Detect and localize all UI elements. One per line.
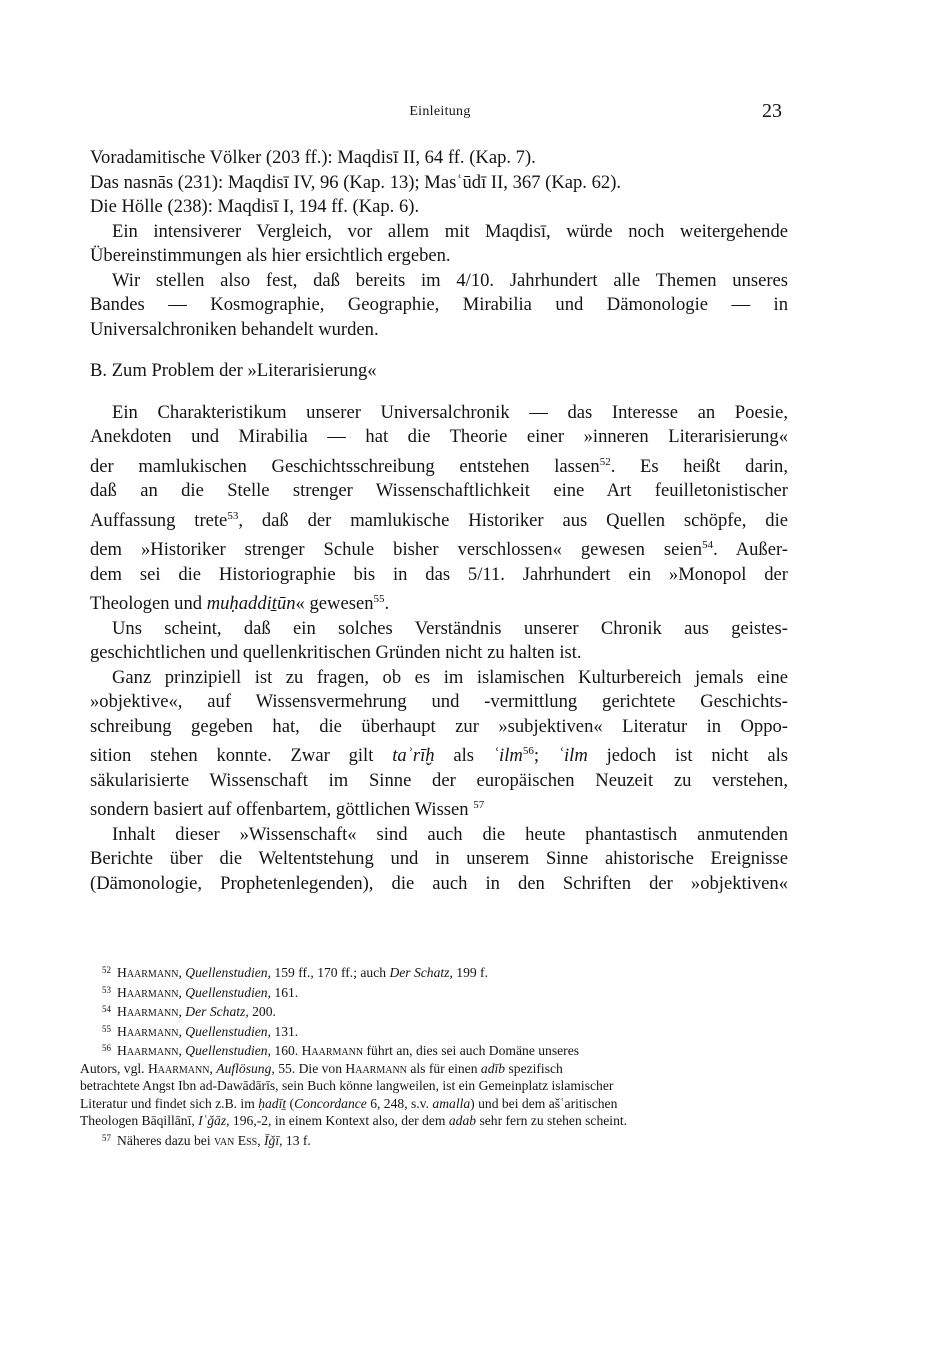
page-header	[90, 100, 790, 130]
author-name: Haarmann	[117, 1023, 179, 1039]
footnote-text: ,	[178, 1004, 186, 1019]
text-line: Übereinstimmungen als hier ersichtlich ergeben.	[90, 245, 451, 266]
text-run: , daß der mamlukische Historiker aus Quellen schöpfe, die	[238, 509, 788, 531]
footnote-text: ,	[178, 1043, 186, 1058]
footnote-number: 56	[102, 1043, 111, 1053]
author-name: Haarmann	[301, 1043, 364, 1058]
footnote-text: Literatur und findet sich z.B. im	[80, 1095, 259, 1111]
text-run: sition stehen konnte. Zwar gilt	[90, 745, 393, 766]
work-title: Der Schatz	[389, 965, 450, 980]
text-run: ;	[533, 745, 558, 766]
work-title: Quellenstudien	[185, 1023, 268, 1039]
author-name: van Ess	[214, 1132, 258, 1148]
work-title: Īǧī	[264, 1132, 280, 1148]
footnote-ref: 53	[227, 509, 239, 522]
footnote-53	[80, 982, 804, 1002]
text-line: Wir stellen also fest, daß bereits im 4/10. Jahrhundert alle Themen unseres	[112, 269, 788, 291]
work-title: Quellenstudien	[185, 984, 268, 1000]
text-run: dem »Historiker strenger Schule bisher verschlossen« gewesen seien	[90, 539, 703, 560]
author-name: Haarmann	[147, 1060, 210, 1076]
text-line: geschichtlichen und quellenkritischen Gründen nicht zu halten ist.	[90, 642, 582, 663]
footnote-text: ,	[209, 1060, 217, 1076]
footnote-text: ,	[178, 965, 186, 980]
text-line: daß an die Stelle strenger Wissenschaftlichkeit eine Art feuilletonistischer	[90, 480, 788, 501]
body-text	[90, 146, 788, 896]
term-italic: amalla	[432, 1095, 471, 1111]
text-run-italic: taʾrīḫ	[392, 745, 435, 766]
text-line: Anekdoten und Mirabilia — hat die Theorie einer »inneren Literarisierung«	[90, 426, 788, 447]
footnote-56	[80, 1040, 804, 1060]
footnote-text: Autors, vgl.	[80, 1060, 148, 1076]
footnote-number: 54	[102, 1004, 111, 1014]
footnotes	[80, 962, 804, 1149]
text-line: Die Hölle (238): Maqdisī I, 194 ff. (Kap. 6).	[90, 196, 420, 217]
author-name: Haarmann	[117, 984, 179, 1000]
text-line: schreibung gegeben hat, die überhaupt zur »subjektiven« Literatur in Oppo-	[90, 715, 788, 737]
footnote-54	[80, 1001, 804, 1021]
footnote-text: ) und bei dem ašʿaritischen	[470, 1095, 618, 1111]
text-run: Theologen und	[90, 593, 207, 614]
footnote-ref: 57	[473, 799, 485, 811]
work-title: Der Schatz	[185, 1004, 246, 1019]
work-title: Auflösung	[216, 1060, 272, 1076]
text-line: Inhalt dieser »Wissenschaft« sind auch die heute phantastisch anmutenden	[112, 823, 788, 845]
footnote-text: , 161.	[267, 984, 299, 1000]
text-run: Auffassung trete	[90, 509, 228, 531]
footnote-number: 57	[102, 1132, 111, 1143]
text-line: »objektive«, auf Wissensvermehrung und -vermittlung gerichtete Geschichts-	[90, 691, 788, 712]
work-title: Concordance	[294, 1095, 367, 1111]
text-run-italic: ʿilm	[492, 745, 523, 766]
footnote-ref: 56	[522, 745, 534, 757]
text-run-italic: ʿilm	[557, 745, 588, 766]
footnote-text: spezifisch	[505, 1060, 563, 1076]
author-name: Haarmann	[117, 965, 179, 980]
footnote-number: 55	[102, 1023, 111, 1034]
text-run: . Es heißt darin,	[610, 455, 788, 477]
footnote-text: ,	[178, 984, 186, 1000]
text-line	[90, 739, 788, 769]
work-title: Quellenstudien	[185, 1043, 268, 1058]
footnote-text: Theologen Bāqillānī,	[80, 1113, 199, 1128]
footnote-text: , 131.	[267, 1023, 299, 1039]
footnote-55	[80, 1021, 804, 1041]
page-number: 23	[762, 100, 782, 122]
footnote-text: führt an, dies sei auch Domäne unseres	[363, 1043, 580, 1058]
author-name: Haarmann	[117, 1004, 179, 1019]
footnote-text: , 160.	[267, 1043, 302, 1058]
text-line	[90, 533, 788, 563]
text-run: .	[384, 593, 390, 614]
text-line: Uns scheint, daß ein solches Verständnis unserer Chronik aus geistes-	[112, 617, 788, 639]
footnote-text: ,	[257, 1132, 264, 1148]
text-line: Voradamitische Völker (203 ff.): Maqdisī II, 64 ff. (Kap. 7).	[90, 147, 536, 168]
text-line: (Dämonologie, Prophetenlegenden), die auch in den Schriften der »objektiven«	[90, 872, 788, 894]
footnote-text: , 196,-2, in einem Kontext also, der dem	[226, 1113, 449, 1128]
footnote-text: ,	[178, 1023, 186, 1039]
footnote-56-cont	[80, 1112, 804, 1130]
footnote-text: als für einen	[406, 1060, 481, 1076]
text-line	[90, 587, 788, 617]
section-heading: B. Zum Problem der »Literarisierung«	[90, 360, 377, 381]
footnote-text: sehr fern zu stehen scheint.	[476, 1113, 628, 1128]
text-line: Berichte über die Weltentstehung und in unserem Sinne ahistorische Ereignisse	[90, 848, 788, 869]
text-run: jedoch ist nicht als	[587, 745, 788, 766]
text-line	[90, 450, 788, 480]
running-head: Einleitung	[409, 104, 471, 119]
footnote-56-cont	[80, 1060, 804, 1078]
text-run: sondern basiert auf offenbartem, göttlichen Wissen	[90, 799, 469, 820]
footnote-ref: 54	[702, 539, 714, 551]
text-line: Ein Charakteristikum unserer Universalchronik — das Interesse an Poesie,	[112, 401, 788, 423]
text-line	[90, 793, 788, 823]
footnote-number: 52	[102, 965, 111, 975]
term-italic: adab	[448, 1113, 477, 1128]
footnote-text: , 200.	[245, 1004, 276, 1019]
footnote-52	[80, 962, 804, 982]
text-line: Universalchroniken behandelt wurden.	[90, 318, 379, 340]
text-run: . Außer-	[713, 539, 788, 560]
text-line: Ein intensiverer Vergleich, vor allem mit Maqdisī, würde noch weitergehende	[112, 220, 788, 242]
author-name: Haarmann	[117, 1043, 179, 1058]
term-italic: ḥadīṯ	[258, 1095, 287, 1111]
footnote-ref: 55	[373, 593, 385, 605]
footnote-56-cont	[80, 1095, 804, 1113]
text-line: Bandes — Kosmographie, Geographie, Mirabilia und Dämonologie — in	[90, 294, 788, 315]
footnote-ref: 52	[599, 455, 611, 468]
text-run: als	[434, 745, 493, 766]
work-title: Quellenstudien	[185, 965, 268, 980]
footnote-number: 53	[102, 984, 111, 995]
text-run: der mamlukischen Geschichtsschreibung entstehen lassen	[90, 455, 600, 477]
term-italic: adīb	[480, 1060, 506, 1076]
footnote-text: 6, 248, s.v.	[366, 1095, 433, 1111]
work-title: Iʿǧāz	[198, 1113, 227, 1128]
footnote-56-cont: betrachtete Angst Ibn ad-Dawādārīs, sein Buch könne langweilen, ist ein Gemeinplatz islamischer	[80, 1078, 614, 1093]
text-line: Ganz prinzipiell ist zu fragen, ob es im islamischen Kulturbereich jemals eine	[112, 666, 788, 688]
footnote-text: , 199 f.	[449, 965, 488, 980]
footnote-text: , 159 ff., 170 ff.; auch	[267, 965, 390, 980]
text-run-italic: muḥaddiṯūn	[206, 593, 296, 614]
text-line: Das nasnās (231): Maqdisī IV, 96 (Kap. 13); Masʿūdī II, 367 (Kap. 62).	[90, 171, 622, 193]
footnote-57	[80, 1130, 804, 1150]
text-line	[90, 504, 788, 534]
footnote-text: (	[286, 1095, 295, 1111]
text-line: dem sei die Historiographie bis in das 5/11. Jahrhundert ein »Monopol der	[90, 563, 788, 585]
author-name: Haarmann	[345, 1060, 407, 1076]
footnote-text: Näheres dazu bei	[117, 1132, 214, 1148]
footnote-text: , 13 f.	[279, 1132, 311, 1148]
footnote-text: , 55. Die von	[271, 1060, 346, 1076]
text-line: säkularisierte Wissenschaft im Sinne der europäischen Neuzeit zu verstehen,	[90, 769, 788, 791]
text-run: « gewesen	[295, 593, 374, 614]
